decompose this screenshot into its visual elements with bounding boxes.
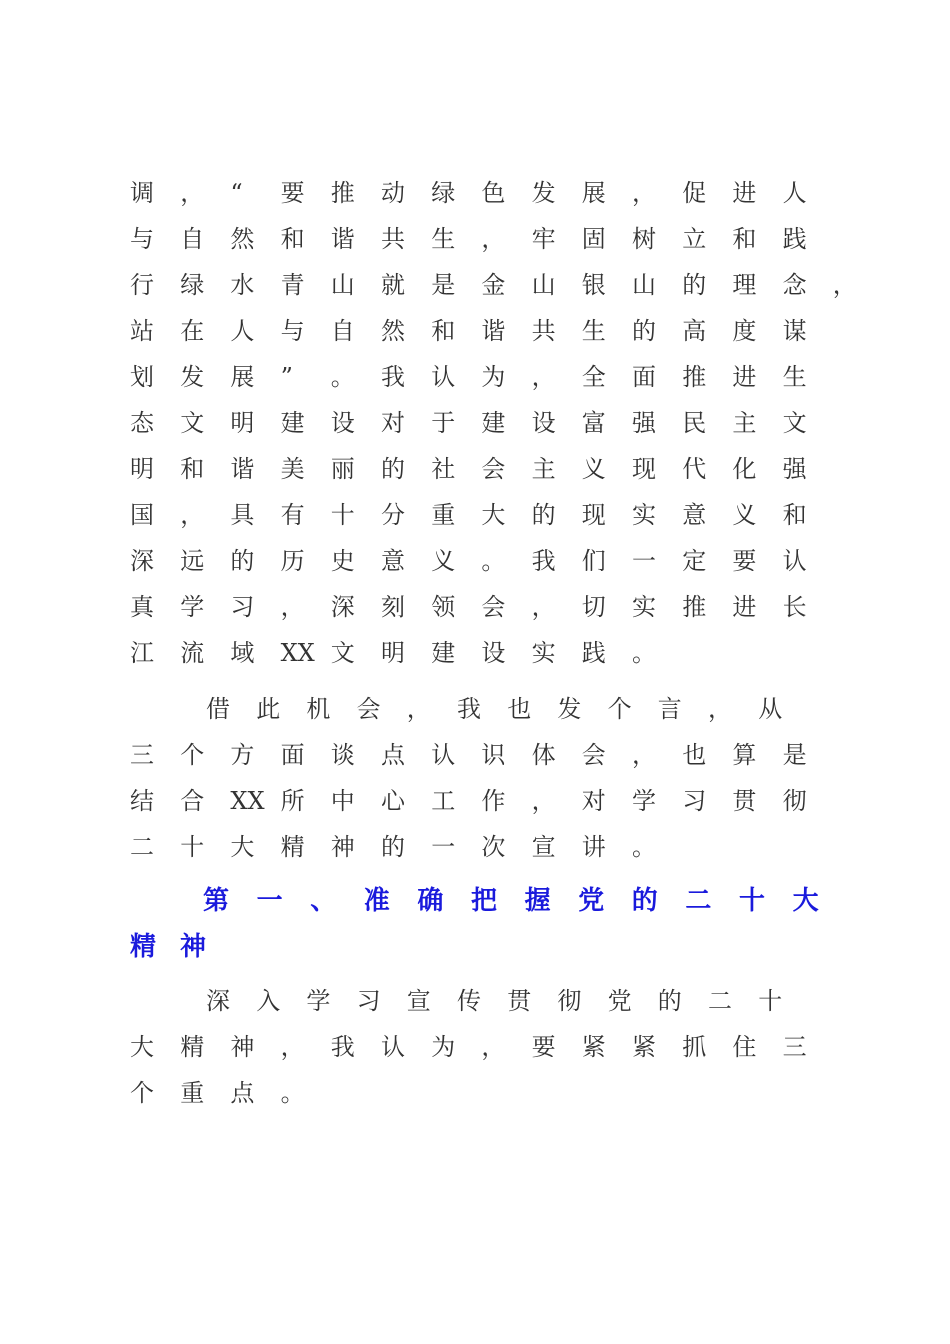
text-char: 们	[581, 547, 606, 575]
text-char: 认	[381, 1033, 405, 1061]
paragraph-line	[0, 222, 950, 256]
text-char: 学	[632, 787, 656, 815]
text-char: 立	[682, 225, 707, 253]
text-char: 丽	[330, 455, 355, 483]
text-char: 和	[732, 225, 757, 253]
text-char: 与	[130, 225, 154, 253]
text-char: 发	[557, 695, 582, 723]
text-char: 二	[130, 833, 154, 861]
text-char: 结	[130, 787, 154, 815]
text-char: 讲	[581, 833, 606, 861]
text-char: 的	[381, 455, 405, 483]
text-char: 银	[581, 271, 606, 299]
text-char: 体	[531, 741, 556, 769]
text-char: 意	[682, 501, 707, 529]
text-char: 言	[657, 695, 682, 723]
text-char: 自	[180, 225, 205, 253]
text-char: 、	[310, 886, 337, 916]
text-char: 点	[230, 1079, 255, 1107]
text-char: 定	[682, 547, 707, 575]
text-char: 彻	[782, 787, 807, 815]
paragraph-line	[0, 738, 950, 772]
text-char: 确	[417, 886, 444, 916]
text-char: 实	[632, 501, 656, 529]
text-char: ，	[481, 1033, 506, 1061]
paragraph-line	[0, 452, 950, 486]
text-char: 会	[356, 695, 381, 723]
text-char: 和	[280, 225, 305, 253]
text-char: 所	[280, 787, 305, 815]
text-char: 习	[356, 987, 381, 1015]
text-char: 认	[431, 741, 456, 769]
text-char: 真	[130, 593, 154, 621]
text-char: ，	[708, 695, 732, 723]
text-char: 对	[381, 409, 405, 437]
text-char: ，	[832, 271, 857, 299]
paragraph-line	[0, 1030, 950, 1064]
text-char: 山	[632, 271, 656, 299]
text-char: 态	[130, 409, 154, 437]
paragraph-line	[0, 360, 950, 394]
text-char: 的	[631, 886, 658, 916]
text-char: 国	[130, 501, 154, 529]
text-char: 民	[682, 409, 707, 437]
text-char: 个	[607, 695, 632, 723]
text-char: 神	[180, 932, 207, 962]
text-char: 进	[732, 179, 757, 207]
text-char: 展	[230, 363, 255, 391]
text-char: 人	[782, 179, 807, 207]
text-char: 进	[732, 363, 757, 391]
text-char: 第	[203, 886, 230, 916]
text-char: 推	[330, 179, 355, 207]
text-char: 重	[431, 501, 456, 529]
text-char: 三	[782, 1033, 807, 1061]
section-heading-line	[0, 884, 950, 918]
text-char: 设	[531, 409, 556, 437]
text-char: 历	[280, 547, 305, 575]
text-char: ，	[632, 179, 656, 207]
text-char: 进	[732, 593, 757, 621]
text-char: 刻	[381, 593, 405, 621]
text-char: 谐	[481, 317, 506, 345]
text-char: 树	[632, 225, 656, 253]
text-char: 现	[581, 501, 606, 529]
text-char: 与	[280, 317, 305, 345]
text-char: 设	[481, 639, 506, 667]
text-char: 方	[230, 741, 255, 769]
text-char: 和	[782, 501, 807, 529]
text-char: 谋	[782, 317, 807, 345]
text-char: 会	[481, 593, 506, 621]
text-char: 。	[632, 639, 656, 667]
text-char: 发	[531, 179, 556, 207]
text-char: 准	[363, 886, 390, 916]
text-char: 谐	[230, 455, 255, 483]
text-char: 神	[330, 833, 355, 861]
text-char: 自	[330, 317, 355, 345]
text-char: 生	[782, 363, 807, 391]
text-char: 明	[130, 455, 154, 483]
text-char: 文	[330, 639, 355, 667]
text-char: 义	[431, 547, 456, 575]
text-char: 义	[732, 501, 757, 529]
text-char: 富	[581, 409, 606, 437]
text-char: 此	[256, 695, 281, 723]
text-char: 主	[732, 409, 757, 437]
text-char: 要	[280, 179, 305, 207]
text-char: 主	[531, 455, 556, 483]
text-char: 要	[732, 547, 757, 575]
text-char: 紧	[581, 1033, 606, 1061]
text-char: 。	[481, 547, 506, 575]
paragraph-line	[0, 984, 950, 1018]
text-char: 中	[330, 787, 355, 815]
text-char: 学	[180, 593, 205, 621]
text-char: XX	[230, 787, 265, 815]
text-char: 面	[280, 741, 305, 769]
text-char: 深	[130, 547, 154, 575]
text-char: 明	[230, 409, 255, 437]
text-char: 从	[758, 695, 783, 723]
text-char: 现	[632, 455, 656, 483]
text-char: 山	[330, 271, 355, 299]
text-char: 要	[531, 1033, 556, 1061]
text-char: 深	[330, 593, 355, 621]
text-char: 然	[381, 317, 405, 345]
text-char: 十	[739, 886, 766, 916]
text-char: 领	[431, 593, 456, 621]
text-char: 然	[230, 225, 255, 253]
paragraph-line	[0, 692, 950, 726]
text-char: 高	[682, 317, 707, 345]
text-char: 工	[431, 787, 456, 815]
text-char: ，	[481, 225, 506, 253]
text-char: 谐	[330, 225, 355, 253]
text-char: 贯	[732, 787, 757, 815]
text-char: ，	[531, 593, 556, 621]
paragraph-line	[0, 314, 950, 348]
text-char: 为	[431, 1033, 456, 1061]
text-char: 度	[732, 317, 757, 345]
text-char: ，	[531, 363, 556, 391]
text-char: 党	[578, 886, 605, 916]
text-char: 二	[708, 987, 732, 1015]
text-char: 重	[180, 1079, 205, 1107]
text-char: 的	[657, 987, 682, 1015]
paragraph-line	[0, 176, 950, 210]
text-char: 共	[381, 225, 405, 253]
text-char: 精	[280, 833, 305, 861]
paragraph-line	[0, 830, 950, 864]
text-char: 合	[180, 787, 205, 815]
text-char: 人	[230, 317, 255, 345]
text-char: 建	[431, 639, 456, 667]
text-char: 我	[330, 1033, 355, 1061]
text-char: 全	[581, 363, 606, 391]
text-char: 三	[130, 741, 154, 769]
text-char: 一	[431, 833, 456, 861]
text-char: 推	[682, 593, 707, 621]
text-char: ，	[632, 741, 656, 769]
text-char: 金	[481, 271, 506, 299]
text-char: 学	[306, 987, 331, 1015]
text-char: 水	[230, 271, 255, 299]
text-char: 调	[130, 179, 154, 207]
text-char: 宣	[406, 987, 431, 1015]
text-char: 明	[381, 639, 405, 667]
text-char: 入	[256, 987, 281, 1015]
text-char: 践	[581, 639, 606, 667]
paragraph-line	[0, 544, 950, 578]
text-char: 住	[732, 1033, 757, 1061]
text-char: 大	[481, 501, 506, 529]
text-char: “	[230, 179, 243, 207]
text-char: 远	[180, 547, 205, 575]
text-char: 建	[280, 409, 305, 437]
text-char: 共	[531, 317, 556, 345]
text-char: 是	[431, 271, 456, 299]
text-char: 发	[180, 363, 205, 391]
text-char: 大	[792, 886, 819, 916]
text-char: 代	[682, 455, 707, 483]
text-char: 我	[457, 695, 481, 723]
text-char: 史	[330, 547, 355, 575]
text-char: 化	[732, 455, 757, 483]
text-char: 流	[180, 639, 205, 667]
text-char: 是	[782, 741, 807, 769]
text-char: 的	[230, 547, 255, 575]
text-char: 我	[381, 363, 405, 391]
text-char: 个	[130, 1079, 154, 1107]
text-char: 紧	[632, 1033, 656, 1061]
text-char: 文	[180, 409, 205, 437]
text-char: XX	[280, 639, 315, 667]
text-char: 设	[330, 409, 355, 437]
text-char: 认	[431, 363, 456, 391]
text-char: ，	[531, 787, 556, 815]
text-char: 站	[130, 317, 154, 345]
text-char: 和	[431, 317, 456, 345]
text-char: 分	[381, 501, 405, 529]
text-char: 于	[431, 409, 456, 437]
text-char: 大	[130, 1033, 154, 1061]
text-char: 点	[381, 741, 405, 769]
text-char: ”	[280, 363, 293, 391]
text-char: 心	[381, 787, 405, 815]
text-char: 精	[130, 932, 157, 962]
text-char: 对	[581, 787, 606, 815]
text-char: 。	[330, 363, 355, 391]
text-char: 切	[581, 593, 606, 621]
text-char: 的	[682, 271, 707, 299]
text-char: 展	[581, 179, 606, 207]
text-char: 实	[531, 639, 556, 667]
text-char: 党	[607, 987, 632, 1015]
text-char: 谈	[330, 741, 355, 769]
text-char: 会	[581, 741, 606, 769]
text-char: 具	[230, 501, 255, 529]
text-char: 为	[481, 363, 506, 391]
text-char: 念	[782, 271, 807, 299]
text-char: 会	[481, 455, 506, 483]
text-char: 强	[632, 409, 656, 437]
text-char: 的	[531, 501, 556, 529]
text-char: 习	[682, 787, 707, 815]
text-char: 十	[758, 987, 783, 1015]
text-char: 认	[782, 547, 807, 575]
text-char: 次	[481, 833, 506, 861]
text-char: 美	[280, 455, 305, 483]
text-char: 践	[782, 225, 807, 253]
text-char: ，	[180, 179, 205, 207]
text-char: 宣	[531, 833, 556, 861]
text-char: 我	[531, 547, 556, 575]
text-char: 的	[632, 317, 656, 345]
paragraph-line	[0, 1076, 950, 1110]
text-char: 。	[632, 833, 656, 861]
text-char: 域	[230, 639, 255, 667]
text-char: 把	[471, 886, 498, 916]
text-char: 促	[682, 179, 707, 207]
text-char: 算	[732, 741, 757, 769]
text-char: 抓	[682, 1033, 707, 1061]
text-char: ，	[280, 1033, 305, 1061]
text-char: 面	[632, 363, 656, 391]
text-char: 固	[581, 225, 606, 253]
text-char: 文	[782, 409, 807, 437]
text-char: 有	[280, 501, 305, 529]
text-char: 理	[732, 271, 757, 299]
text-char: 深	[206, 987, 230, 1015]
text-char: 绿	[431, 179, 456, 207]
text-char: 。	[280, 1079, 305, 1107]
text-char: 也	[682, 741, 707, 769]
text-char: 一	[632, 547, 656, 575]
text-char: 作	[481, 787, 506, 815]
text-char: 行	[130, 271, 154, 299]
text-char: 一	[256, 886, 283, 916]
text-char: 贯	[507, 987, 532, 1015]
text-char: 生	[431, 225, 456, 253]
paragraph-line	[0, 498, 950, 532]
paragraph-line	[0, 636, 950, 670]
text-char: 精	[180, 1033, 205, 1061]
text-char: 建	[481, 409, 506, 437]
text-char: ，	[180, 501, 205, 529]
text-char: 青	[280, 271, 305, 299]
text-char: 的	[381, 833, 405, 861]
text-char: 十	[180, 833, 205, 861]
text-char: 绿	[180, 271, 205, 299]
text-char: 和	[180, 455, 205, 483]
text-char: 机	[306, 695, 331, 723]
paragraph-line	[0, 268, 950, 302]
text-char: 大	[230, 833, 255, 861]
text-char: 推	[682, 363, 707, 391]
text-char: 也	[507, 695, 532, 723]
paragraph-line	[0, 590, 950, 624]
text-char: 牢	[531, 225, 556, 253]
text-char: 神	[230, 1033, 255, 1061]
text-char: 划	[130, 363, 154, 391]
text-char: ，	[406, 695, 431, 723]
text-char: 长	[782, 593, 807, 621]
text-char: 彻	[557, 987, 582, 1015]
text-char: 传	[457, 987, 481, 1015]
text-char: 识	[481, 741, 506, 769]
text-char: 山	[531, 271, 556, 299]
text-char: 生	[581, 317, 606, 345]
text-char: 借	[206, 695, 230, 723]
paragraph-line	[0, 406, 950, 440]
text-char: 义	[581, 455, 606, 483]
text-char: 十	[330, 501, 355, 529]
text-char: 二	[685, 886, 712, 916]
section-heading-line	[0, 930, 950, 964]
text-char: 习	[230, 593, 255, 621]
text-char: 社	[431, 455, 456, 483]
text-char: 握	[524, 886, 551, 916]
text-char: 动	[381, 179, 405, 207]
text-char: 江	[130, 639, 154, 667]
paragraph-line	[0, 784, 950, 818]
text-char: 个	[180, 741, 205, 769]
text-char: 在	[180, 317, 205, 345]
text-char: 意	[381, 547, 405, 575]
text-char: 色	[481, 179, 506, 207]
text-char: 强	[782, 455, 807, 483]
text-char: 实	[632, 593, 656, 621]
text-char: 就	[381, 271, 405, 299]
text-char: ，	[280, 593, 305, 621]
